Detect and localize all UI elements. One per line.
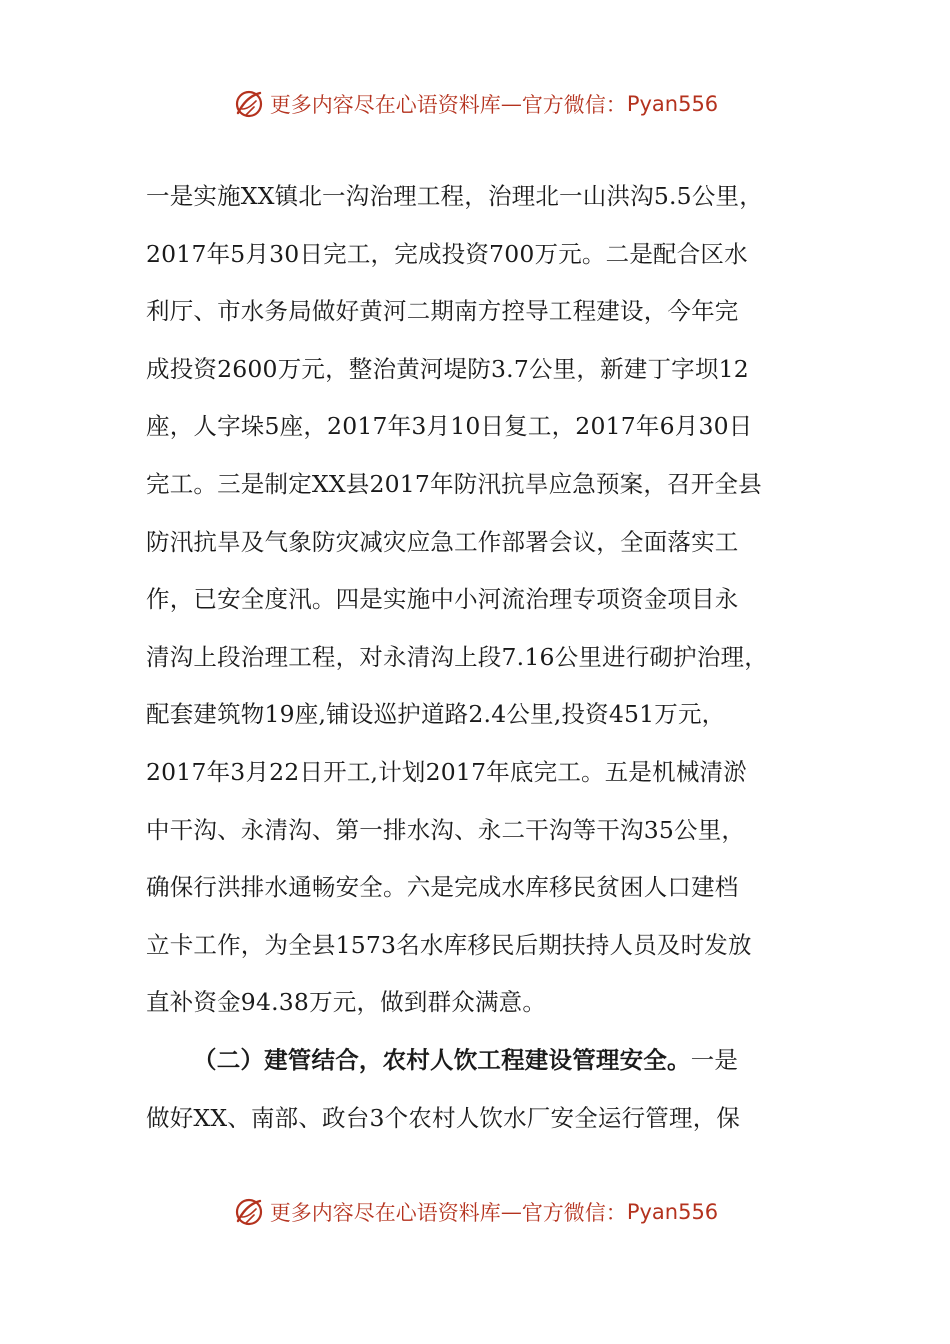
paragraph-line: 确保行洪排水通畅安全。六是完成水库移民贫困人口建档 [146,873,739,902]
signature-swirl-logo-icon [232,1195,266,1229]
paragraph-line: 座，人字垛5座，2017年3月10日复工，2017年6月30日 [146,412,753,441]
banner-wechat-id: Pyan556 [626,1200,719,1224]
paragraph-line: 2017年3月22日开工,计划2017年底完工。五是机械清淤 [146,757,747,786]
paragraph-line: 做好XX、南部、政台3个农村人饮水厂安全运行管理，保 [146,1103,741,1132]
banner-wechat-id: Pyan556 [626,92,719,116]
paragraph-line: 利厅、市水务局做好黄河二期南方控导工程建设，今年完 [146,297,739,326]
banner-wechat-label: 官方微信： [521,93,627,117]
banner-wechat-label: 官方微信： [521,1201,627,1225]
banner-dash: — [500,1200,522,1224]
paragraph-line: 完工。三是制定XX县2017年防汛抗旱应急预案，召开全县 [146,469,762,498]
banner-dash: — [500,92,522,116]
banner-main-text: 更多内容尽在心语资料库 [269,1201,501,1225]
signature-swirl-logo-icon [232,87,266,121]
document-body [146,168,806,1147]
section-heading-line [146,1032,806,1090]
section-heading: （二）建管结合，农村人饮工程建设管理安全。 [193,1045,691,1074]
paragraph-line: 清沟上段治理工程，对永清沟上段7.16公里进行砌护治理， [146,642,768,671]
paragraph-line: 作，已安全度汛。四是实施中小河流治理专项资金项目永 [146,585,739,614]
banner-main-text: 更多内容尽在心语资料库 [269,93,501,117]
header-banner [0,82,950,126]
section-heading-tail: 一是 [690,1045,739,1074]
footer-banner [0,1190,950,1234]
paragraph-line: 立卡工作，为全县1573名水库移民后期扶持人员及时发放 [146,930,752,959]
paragraph-line: 成投资2600万元，整治黄河堤防3.7公里，新建丁字坝12 [146,354,749,383]
paragraph-line: 配套建筑物19座,铺设巡护道路2.4公里,投资451万元， [146,700,726,729]
paragraph-line: 2017年5月30日完工，完成投资700万元。二是配合区水 [146,239,748,268]
paragraph-line: 一是实施XX镇北一沟治理工程，治理北一山洪沟5.5公里， [146,182,763,210]
paragraph-line: 中干沟、永清沟、第一排水沟、永二干沟等干沟35公里， [146,815,746,844]
paragraph-line: 防汛抗旱及气象防灾减灾应急工作部署会议，全面落实工 [146,527,739,556]
paragraph-line: 直补资金94.38万元，做到群众满意。 [146,988,547,1017]
